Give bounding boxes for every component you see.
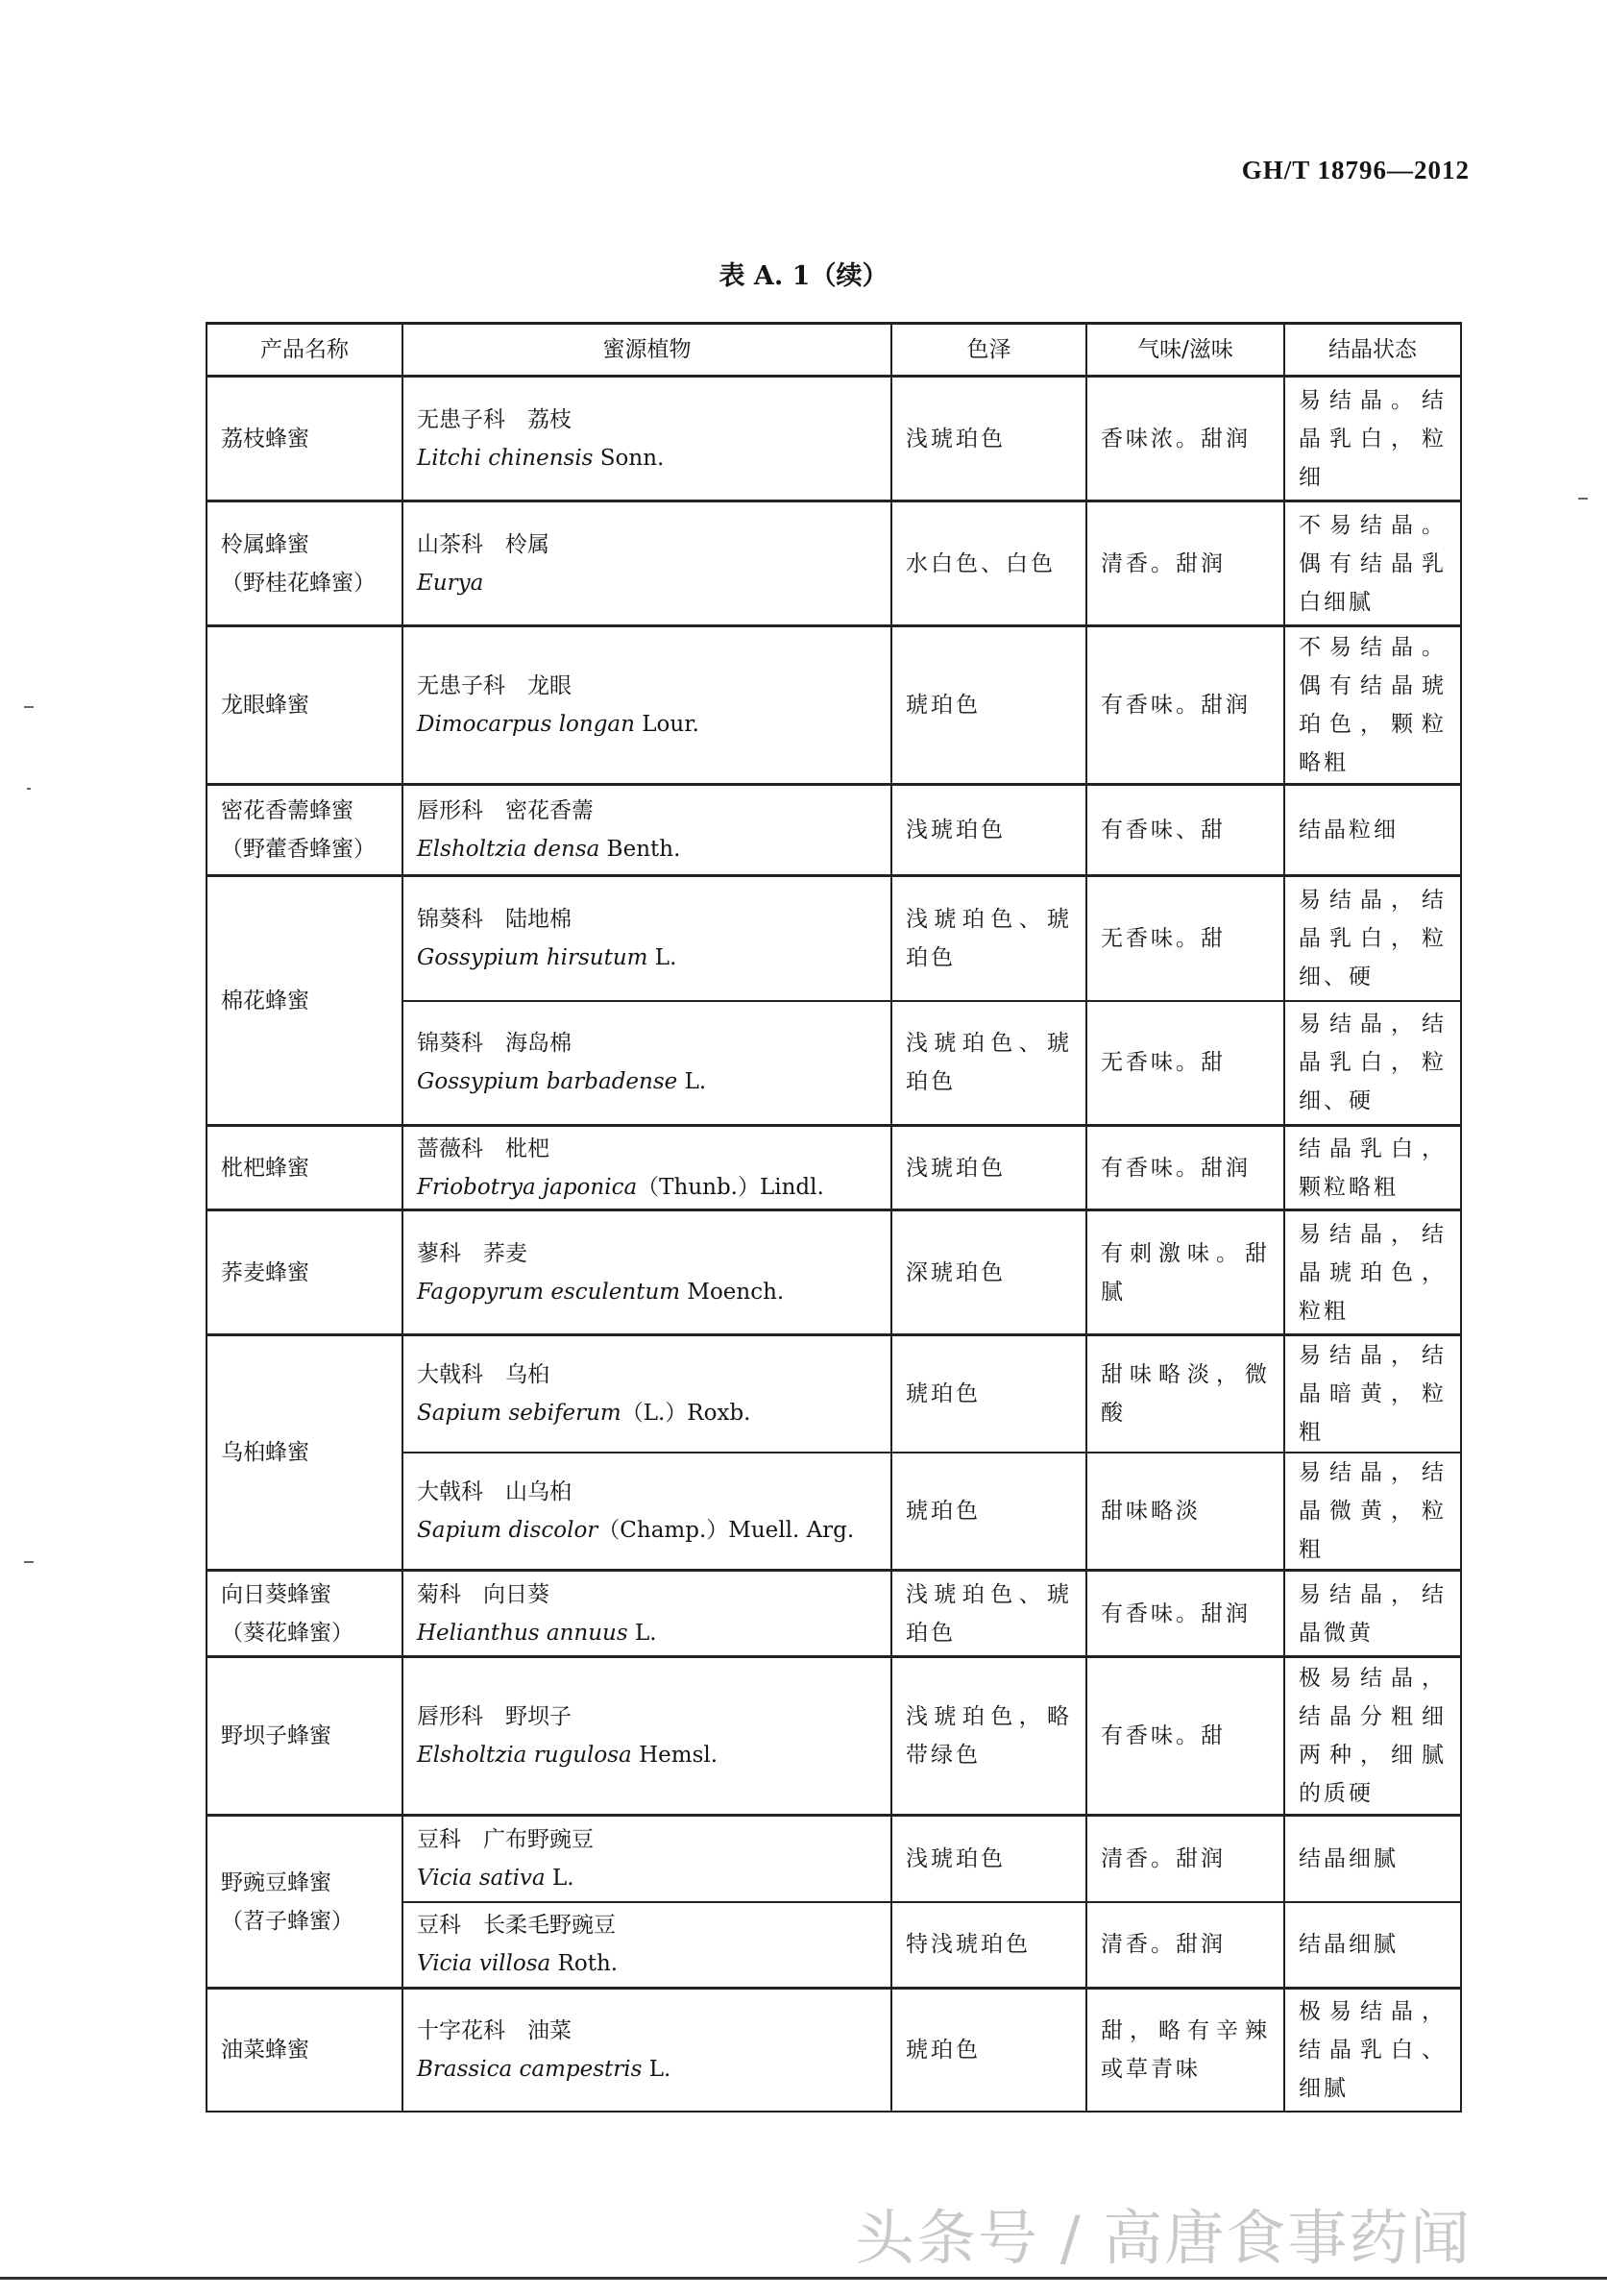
product-name: 龙眼蜂蜜 [221, 693, 309, 718]
taste-cell: 甜味略淡 [1086, 1453, 1284, 1571]
color-cell: 琥珀色 [891, 1335, 1086, 1453]
crystal-state-cell: 极易结晶，结晶分粗细两种，细腻的质硬 [1284, 1657, 1461, 1816]
scientific-author: （Champ.）Muell. Arg. [597, 1518, 855, 1543]
taste-cell: 有香味、甜 [1086, 785, 1284, 876]
color-cell: 浅琥珀色，略带绿色 [891, 1657, 1086, 1816]
plant-family-name: 大戟科 乌桕 [417, 1362, 549, 1387]
color-cell: 浅琥珀色、琥珀色 [891, 1001, 1086, 1126]
scientific-name-line [417, 1273, 877, 1311]
scientific-name: Eurya [417, 570, 484, 596]
table-row [207, 1126, 1461, 1210]
scientific-name-line [417, 1063, 877, 1101]
scientific-author: Moench. [680, 1279, 785, 1305]
nectar-plant-cell [402, 501, 891, 626]
scientific-author: Hemsl. [631, 1743, 718, 1768]
nectar-plant-cell [402, 1816, 891, 1902]
product-name: 向日葵蜂蜜 [221, 1581, 331, 1607]
crystal-state-cell: 易结晶，结晶暗黄，粒粗 [1284, 1335, 1461, 1453]
scientific-author: L. [627, 1620, 657, 1646]
column-header: 蜜源植物 [402, 324, 891, 377]
table-row [207, 876, 1461, 1001]
taste-cell: 有香味。甜润 [1086, 626, 1284, 785]
nectar-plant-cell [402, 1989, 891, 2112]
color-cell: 浅琥珀色、琥珀色 [891, 1571, 1086, 1657]
product-name: 棉花蜂蜜 [221, 988, 309, 1014]
product-name: （苕子蜂蜜） [221, 1908, 353, 1934]
scientific-author: Benth. [599, 837, 681, 862]
product-name-cell [207, 876, 402, 1126]
plant-family-name: 唇形科 野坝子 [417, 1704, 572, 1729]
scientific-name: Elsholtzia densa [417, 837, 600, 862]
crystal-state-cell: 不易结晶。偶有结晶乳白细腻 [1284, 501, 1461, 626]
column-header: 产品名称 [207, 324, 402, 377]
product-name: 野豌豆蜂蜜 [221, 1869, 331, 1895]
color-cell: 琥珀色 [891, 626, 1086, 785]
plant-family-name: 豆科 长柔毛野豌豆 [417, 1913, 616, 1939]
scientific-author: L. [642, 2056, 671, 2082]
product-name-cell [207, 1816, 402, 1989]
table-row [207, 1210, 1461, 1335]
scientific-name: Sapium discolor [417, 1518, 598, 1543]
crystal-state-cell: 结晶细腻 [1284, 1816, 1461, 1902]
taste-cell: 清香。甜润 [1086, 501, 1284, 626]
nectar-plant-cell [402, 626, 891, 785]
crystal-state-cell: 易结晶，结晶乳白，粒细、硬 [1284, 1001, 1461, 1126]
table-row [207, 1335, 1461, 1453]
table-row [207, 785, 1461, 876]
taste-cell: 清香。甜润 [1086, 1902, 1284, 1989]
margin-mark [24, 706, 34, 708]
plant-family-name: 豆科 广布野豌豆 [417, 1826, 594, 1852]
taste-cell: 甜，略有辛辣或草青味 [1086, 1989, 1284, 2112]
margin-mark [1578, 498, 1588, 500]
crystal-state-cell: 易结晶，结晶微黄 [1284, 1571, 1461, 1657]
table-row [207, 377, 1461, 501]
color-cell: 浅琥珀色 [891, 1816, 1086, 1902]
crystal-state-cell: 极易结晶，结晶乳白、细腻 [1284, 1989, 1461, 2112]
product-name: 油菜蜂蜜 [221, 2037, 309, 2063]
scientific-name: Friobotrya japonica [417, 1174, 638, 1200]
product-name-cell [207, 1335, 402, 1571]
product-name: 乌桕蜂蜜 [221, 1440, 309, 1465]
scientific-name-line [417, 1944, 877, 1983]
nectar-plant-cell [402, 1657, 891, 1816]
product-name: （野桂花蜂蜜） [221, 570, 376, 596]
scientific-name-line [417, 439, 877, 477]
taste-cell: 有香味。甜 [1086, 1657, 1284, 1816]
crystal-state-cell: 易结晶，结晶乳白，粒细、硬 [1284, 876, 1461, 1001]
scientific-name: Gossypium barbadense [417, 1069, 678, 1095]
color-cell: 浅琥珀色、琥珀色 [891, 876, 1086, 1001]
margin-mark [27, 788, 31, 790]
taste-cell: 清香。甜润 [1086, 1816, 1284, 1902]
table-header-row [207, 324, 1461, 377]
scientific-author: L. [647, 944, 677, 970]
scientific-name-line [417, 1859, 877, 1897]
crystal-state-cell: 易结晶，结晶微黄，粒粗 [1284, 1453, 1461, 1571]
scientific-name: Gossypium hirsutum [417, 944, 648, 970]
color-cell: 水白色、白色 [891, 501, 1086, 626]
product-name: 枇杷蜂蜜 [221, 1155, 309, 1181]
product-name-cell [207, 1210, 402, 1335]
scientific-name-line [417, 2050, 877, 2088]
nectar-plant-cell [402, 1453, 891, 1571]
plant-family-name: 蓼科 荞麦 [417, 1240, 527, 1266]
scientific-author: （Thunb.）Lindl. [637, 1174, 824, 1200]
color-cell: 浅琥珀色 [891, 1126, 1086, 1210]
taste-cell: 有香味。甜润 [1086, 1126, 1284, 1210]
standard-code: GH/T 18796—2012 [1241, 156, 1470, 184]
scientific-author: L. [545, 1865, 574, 1891]
product-name-cell [207, 1657, 402, 1816]
color-cell: 琥珀色 [891, 1989, 1086, 2112]
scientific-name-line [417, 564, 877, 602]
crystal-state-cell: 不易结晶。偶有结晶琥珀色，颗粒略粗 [1284, 626, 1461, 785]
scientific-name-line [417, 830, 877, 868]
plant-family-name: 蔷薇科 枇杷 [417, 1136, 549, 1161]
table-title: 表 A. 1（续） [718, 261, 889, 291]
watermark: 头条号 / 高唐食事药闻 [855, 2203, 1473, 2273]
taste-cell: 有香味。甜润 [1086, 1571, 1284, 1657]
table-row [207, 1571, 1461, 1657]
plant-family-name: 锦葵科 海岛棉 [417, 1031, 572, 1057]
scientific-name: Litchi chinensis [417, 445, 594, 471]
scientific-name: Fagopyrum esculentum [417, 1279, 681, 1305]
scientific-author: Roth. [550, 1951, 619, 1977]
taste-cell: 有刺激味。甜腻 [1086, 1210, 1284, 1335]
taste-cell: 香味浓。甜润 [1086, 377, 1284, 501]
table-row [207, 1657, 1461, 1816]
nectar-plant-cell [402, 1126, 891, 1210]
nectar-plant-cell [402, 1001, 891, 1126]
product-name-cell [207, 626, 402, 785]
crystal-state-cell: 易结晶。结晶乳白，粒细 [1284, 377, 1461, 501]
product-name: （葵花蜂蜜） [221, 1620, 353, 1646]
color-cell: 浅琥珀色 [891, 785, 1086, 876]
scientific-name-line [417, 1394, 877, 1432]
plant-family-name: 锦葵科 陆地棉 [417, 906, 572, 932]
crystal-state-cell: 结晶乳白，颗粒略粗 [1284, 1126, 1461, 1210]
table-row [207, 1989, 1461, 2112]
table-row [207, 501, 1461, 626]
color-cell: 浅琥珀色 [891, 377, 1086, 501]
scientific-name: Elsholtzia rugulosa [417, 1743, 632, 1768]
product-name-cell [207, 1571, 402, 1657]
scientific-name-line [417, 1736, 877, 1774]
plant-family-name: 菊科 向日葵 [417, 1581, 549, 1607]
color-cell: 深琥珀色 [891, 1210, 1086, 1335]
margin-mark [24, 1561, 34, 1563]
product-name-cell [207, 1126, 402, 1210]
product-name: 柃属蜂蜜 [221, 531, 309, 557]
product-name: （野藿香蜂蜜） [221, 837, 376, 862]
product-name-cell [207, 785, 402, 876]
scientific-name-line [417, 1614, 877, 1652]
nectar-plant-cell [402, 785, 891, 876]
column-header: 结晶状态 [1284, 324, 1461, 377]
scientific-author: L. [677, 1069, 707, 1095]
column-header: 气味/滋味 [1086, 324, 1284, 377]
nectar-plant-cell [402, 1902, 891, 1989]
scientific-name-line [417, 939, 877, 977]
scientific-name: Dimocarpus longan [417, 712, 635, 737]
column-header: 色泽 [891, 324, 1086, 377]
color-cell: 琥珀色 [891, 1453, 1086, 1571]
taste-cell: 无香味。甜 [1086, 876, 1284, 1001]
crystal-state-cell: 结晶细腻 [1284, 1902, 1461, 1989]
table-row [207, 626, 1461, 785]
nectar-plant-cell [402, 1571, 891, 1657]
scientific-name-line [417, 1168, 877, 1207]
taste-cell: 甜味略淡，微酸 [1086, 1335, 1284, 1453]
scientific-author: （L.）Roxb. [621, 1401, 751, 1426]
nectar-plant-cell [402, 377, 891, 501]
scientific-author: Sonn. [593, 445, 665, 471]
plant-family-name: 唇形科 密花香薷 [417, 798, 594, 823]
product-name: 荞麦蜂蜜 [221, 1259, 309, 1285]
product-name: 密花香薷蜂蜜 [221, 798, 353, 823]
scientific-name-line [417, 1511, 877, 1550]
scientific-name: Vicia sativa [417, 1865, 546, 1891]
product-name-cell [207, 501, 402, 626]
color-cell: 特浅琥珀色 [891, 1902, 1086, 1989]
page-bottom-rule [0, 2277, 1607, 2280]
crystal-state-cell: 易结晶，结晶琥珀色，粒粗 [1284, 1210, 1461, 1335]
scientific-name: Brassica campestris [417, 2056, 643, 2082]
table-body [207, 377, 1461, 2112]
product-name-cell [207, 1989, 402, 2112]
nectar-plant-cell [402, 876, 891, 1001]
scientific-name: Helianthus annuus [417, 1620, 628, 1646]
scientific-author: Lour. [634, 712, 699, 737]
product-name-cell [207, 377, 402, 501]
crystal-state-cell: 结晶粒细 [1284, 785, 1461, 876]
plant-family-name: 无患子科 龙眼 [417, 673, 572, 698]
plant-family-name: 山茶科 柃属 [417, 531, 549, 557]
product-name: 荔枝蜂蜜 [221, 426, 309, 452]
nectar-plant-cell [402, 1335, 891, 1453]
table-row [207, 1816, 1461, 1902]
plant-family-name: 十字花科 油菜 [417, 2017, 572, 2043]
taste-cell: 无香味。甜 [1086, 1001, 1284, 1126]
product-name: 野坝子蜂蜜 [221, 1723, 331, 1748]
honey-table [206, 322, 1462, 2113]
plant-family-name: 大戟科 山乌桕 [417, 1479, 572, 1504]
scientific-name-line [417, 705, 877, 744]
plant-family-name: 无患子科 荔枝 [417, 406, 572, 432]
nectar-plant-cell [402, 1210, 891, 1335]
scientific-name: Sapium sebiferum [417, 1401, 621, 1426]
scientific-name: Vicia villosa [417, 1951, 551, 1977]
